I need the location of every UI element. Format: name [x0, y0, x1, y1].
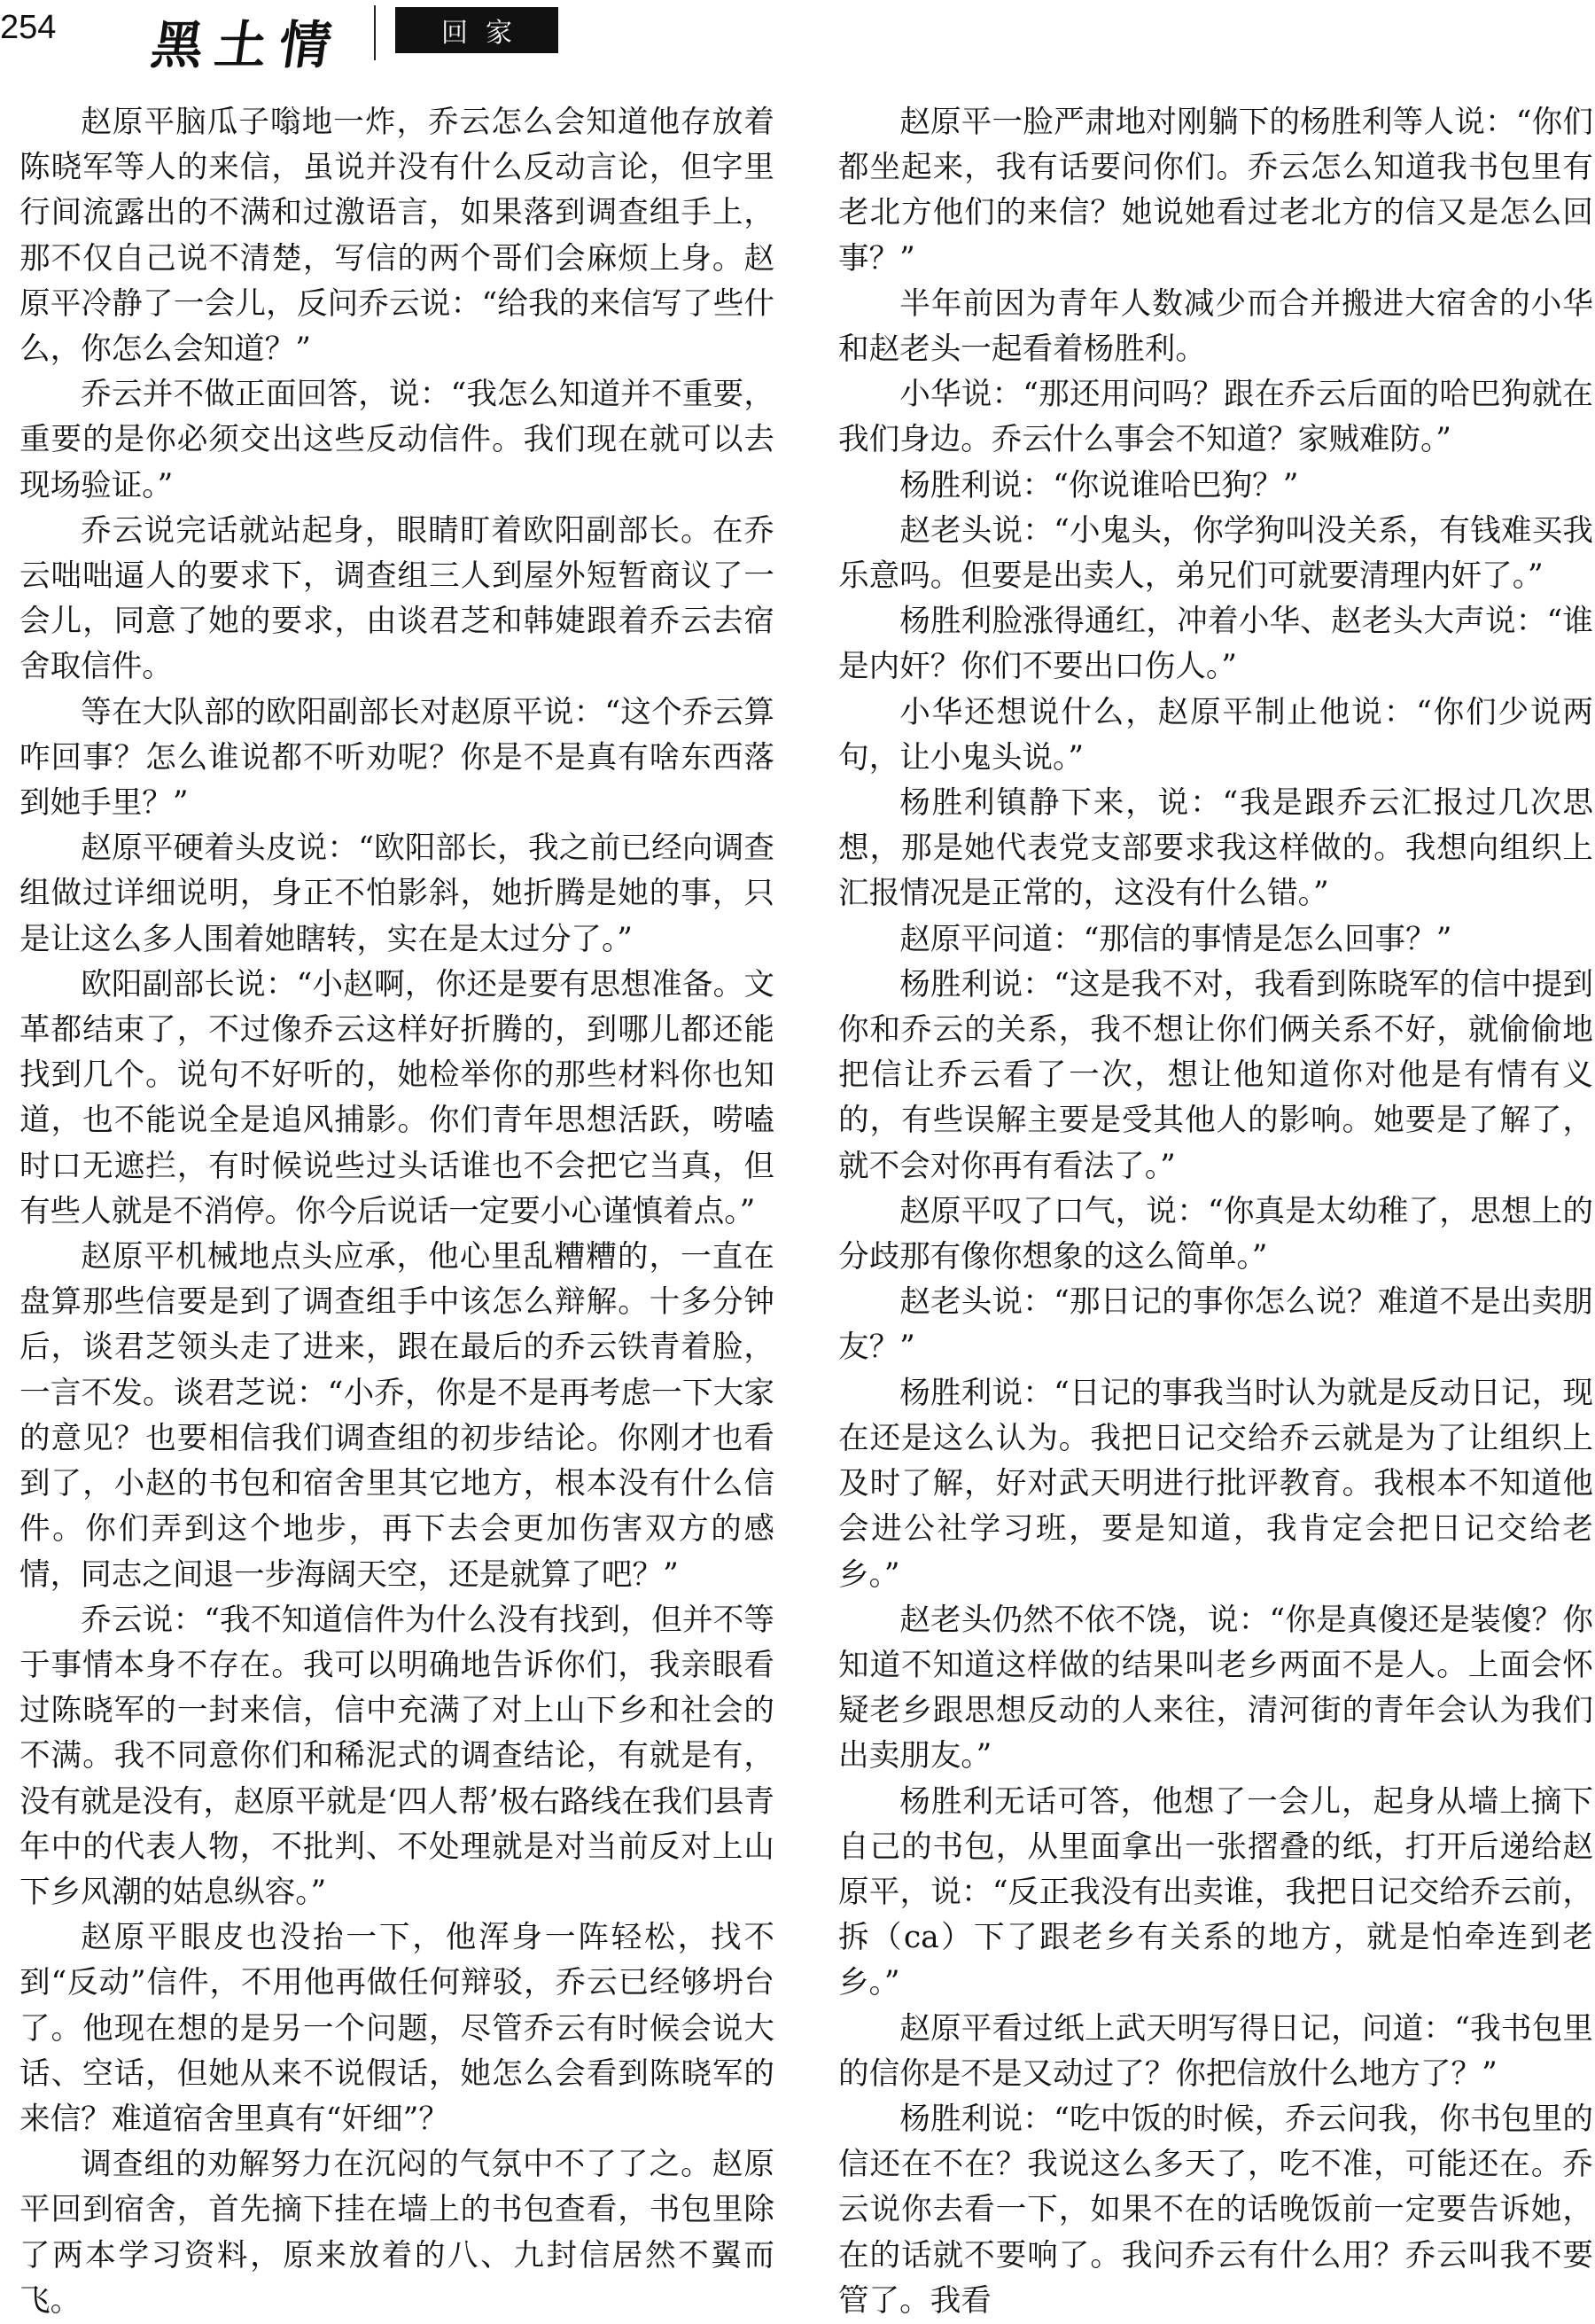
- paragraph: 杨胜利说：“日记的事我当时认为就是反动日记，现在还是这么认为。我把日记交给乔云就是为了让组织上及时了解，好对武天明进行批评教育。我根本不知道他会进公社学习班，要是知道，我肯定会把日记交给老乡。”: [838, 1375, 1593, 1593]
- paragraph: 赵原平叹了口气，说：“你真是太幼稚了，思想上的分歧那有像你想象的这么简单。”: [838, 1193, 1593, 1275]
- paragraph: 杨胜利无话可答，他想了一会儿，起身从墙上摘下自己的书包，从里面拿出一张摺叠的纸，打开后递给赵原平，说：“反正我没有出卖谁，我把日记交给乔云前，拆（ca）下了跟老乡有关系的地方，就是怕牵连到老乡。”: [838, 1783, 1593, 2001]
- page-header: [0, 0, 1595, 73]
- paragraph: 赵原平一脸严肃地对刚躺下的杨胜利等人说：“你们都坐起来，我有话要问你们。乔云怎么知道我书包里有老北方他们的来信？她说她看过老北方的信又是怎么回事？”: [838, 105, 1593, 277]
- article-column-left: [19, 100, 774, 2319]
- paragraph: 小华说：“那还用问吗？跟在乔云后面的哈巴狗就在我们身边。乔云什么事会不知道？家贼难防。”: [838, 377, 1593, 458]
- paragraph: 乔云说：“我不知道信件为什么没有找到，但并不等于事情本身不存在。我可以明确地告诉你们，我亲眼看过陈晓军的一封来信，信中充满了对上山下乡和社会的不满。我不同意你们和稀泥式的调查结论，有就是有，没有就是没有，赵原平就是‘四人帮’极右路线在我们县青年中的代表人物，不批判、不处理就是对当前反对上山下乡风潮的姑息纵容。”: [19, 1602, 774, 1910]
- paragraph: 杨胜利脸涨得通红，冲着小华、赵老头大声说：“谁是内奸？你们不要出口伤人。”: [838, 604, 1593, 685]
- paragraph: 杨胜利说：“你说谁哈巴狗？”: [899, 467, 1299, 503]
- paragraph: 调查组的劝解努力在沉闷的气氛中不了了之。赵原平回到宿舍，首先摘下挂在墙上的书包查看，书包里除了两本学习资料，原来放着的八、九封信居然不翼而飞。: [19, 2147, 774, 2319]
- paragraph: 乔云并不做正面回答，说：“我怎么知道并不重要，重要的是你必须交出这些反动信件。我们现在就可以去现场验证。”: [19, 377, 774, 503]
- paragraph: 半年前因为青年人数减少而合并搬进大宿舍的小华和赵老头一起看着杨胜利。: [838, 285, 1593, 368]
- paragraph: 赵老头说：“那日记的事你怎么说？难道不是出卖朋友？”: [838, 1284, 1593, 1366]
- paragraph: 赵原平看过纸上武天明写得日记，问道：“我书包里的信你是不是又动过了？你把信放什么地方了？”: [838, 2010, 1593, 2092]
- paragraph: 欧阳副部长说：“小赵啊，你还是要有思想准备。文革都结束了，不过像乔云这样好折腾的，到哪儿都还能找到几个。说句不好听的，她检举你的那些材料你也知道，也不能说全是追风捕影。你们青年思想活跃，唠嗑时口无遮拦，有时候说些过头话谁也不会把它当真，但有些人就是不消停。你今后说话一定要小心谨慎着点。”: [19, 966, 774, 1229]
- page-number: 254: [0, 9, 57, 46]
- magazine-logo: 黑土情: [147, 15, 348, 75]
- paragraph: 杨胜利镇静下来，说：“我是跟乔云汇报过几次思想，那是她代表党支部要求我这样做的。我想向组织上汇报情况是正常的，这没有什么错。”: [838, 785, 1593, 912]
- paragraph: 赵原平硬着头皮说：“欧阳部长，我之前已经向调查组做过详细说明，身正不怕影斜，她折腾是她的事，只是让这么多人围着她瞎转，实在是太过分了。”: [19, 831, 774, 957]
- paragraph: 小华还想说什么，赵原平制止他说：“你们少说两句，让小鬼头说。”: [838, 694, 1593, 776]
- paragraph: 赵老头说：“小鬼头，你学狗叫没关系，有钱难买我乐意吗。但要是出卖人，弟兄们可就要清理内奸了。”: [838, 512, 1593, 595]
- paragraph: 杨胜利说：“这是我不对，我看到陈晓军的信中提到你和乔云的关系，我不想让你们俩关系不好，就偷偷地把信让乔云看了一次，想让他知道你对他是有情有义的，有些误解主要是受其他人的影响。她要是了解了，就不会对你再有看法了。”: [838, 966, 1593, 1184]
- paragraph: 赵原平机械地点头应承，他心里乱糟糟的，一直在盘算那些信要是到了调查组手中该怎么辩解。十多分钟后，谈君芝领头走了进来，跟在最后的乔云铁青着脸，一言不发。谈君芝说：“小乔，你是不是再考虑一下大家的意见？也要相信我们调查组的初步结论。你刚才也看到了，小赵的书包和宿舍里其它地方，根本没有什么信件。你们弄到这个地步，再下去会更加伤害双方的感情，同志之间退一步海阔天空，还是就算了吧？”: [19, 1239, 774, 1593]
- paragraph: 乔云说完话就站起身，眼睛盯着欧阳副部长。在乔云咄咄逼人的要求下，调查组三人到屋外短暂商议了一会儿，同意了她的要求，由谈君芝和韩婕跟着乔云去宿舍取信件。: [19, 512, 774, 685]
- paragraph: 赵老头仍然不依不饶，说：“你是真傻还是装傻？你知道不知道这样做的结果叫老乡两面不是人。上面会怀疑老乡跟思想反动的人来往，清河街的青年会认为我们出卖朋友。”: [838, 1602, 1593, 1774]
- paragraph: 杨胜利说：“吃中饭的时候，乔云问我，你书包里的信还在不在？我说这么多天了，吃不准，可能还在。乔云说你去看一下，如果不在的话晚饭前一定要告诉她，在的话就不要响了。我问乔云有什么用？乔云叫我不要管了。我看: [838, 2101, 1593, 2319]
- paragraph: 赵原平脑瓜子嗡地一炸，乔云怎么会知道他存放着陈晓军等人的来信，虽说并没有什么反动言论，但字里行间流露出的不满和过激语言，如果落到调查组手上，那不仅自己说不清楚，写信的两个哥们会麻烦上身。赵原平冷静了一会儿，反问乔云说：“给我的来信写了些什么，你怎么会知道？”: [19, 105, 774, 368]
- paragraph: 赵原平问道：“那信的事情是怎么回事？”: [899, 921, 1452, 957]
- section-badge: 回家: [395, 7, 558, 53]
- paragraph: 等在大队部的欧阳副部长对赵原平说：“这个乔云算咋回事？怎么谁说都不听劝呢？你是不是真有啥东西落到她手里？”: [19, 694, 774, 822]
- paragraph: 赵原平眼皮也没抬一下，他浑身一阵轻松，找不到“反动”信件，不用他再做任何辩驳，乔云已经够坍台了。他现在想的是另一个问题，尽管乔云有时候会说大话、空话，但她从来不说假话，她怎么会看到陈晓军的来信？难道宿舍里真有“奸细”？: [19, 1920, 774, 2137]
- article-column-right: [838, 100, 1593, 2319]
- header-divider: [374, 5, 376, 60]
